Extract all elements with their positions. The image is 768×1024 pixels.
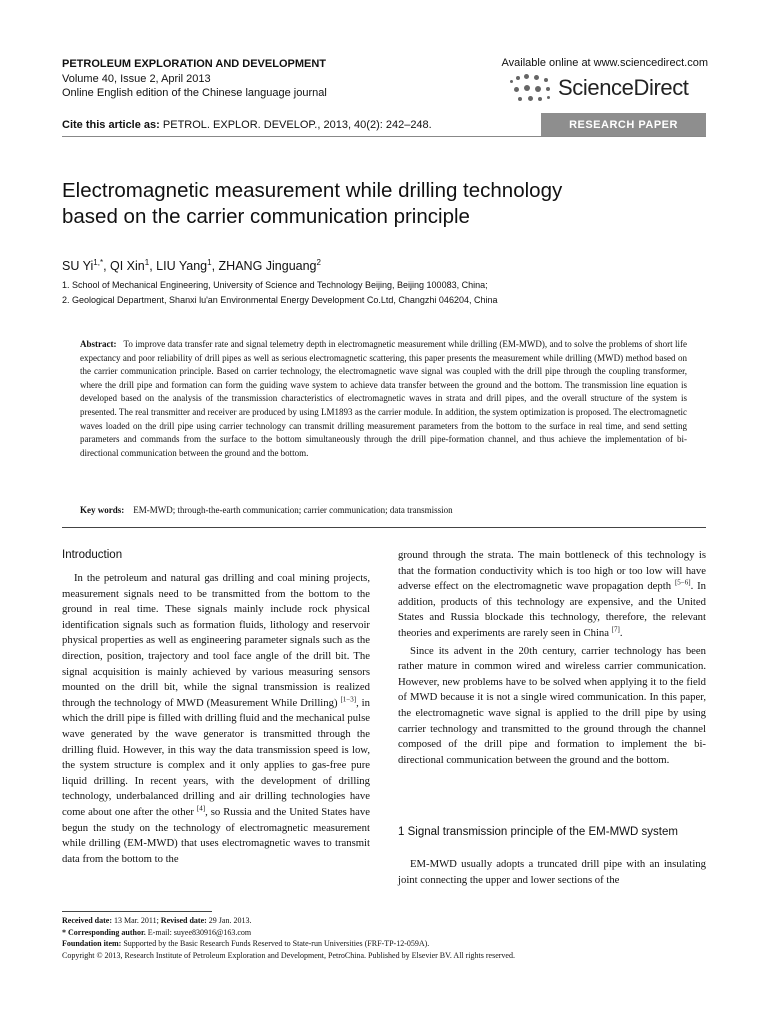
corresponding-label: * Corresponding author. [62, 927, 146, 937]
logo-dot-icon [524, 85, 530, 91]
paragraph-text: , in which the drill pipe is filled with drilling fluid and the mechanical pulse wave generated by the wave generator is transmitted through the drilling fluid. However, in this way the data transmission speed is low, the system structure is complex and it only applies to gas-free pure liquid drilling. In recent years, with the development of drilling technology, underbalanced drilling and air drilling technologies have come about one after the other [62, 696, 370, 818]
keywords-label: Key words: [80, 505, 125, 515]
logo-dot-icon [510, 80, 513, 83]
logo-dot-icon [524, 74, 529, 79]
citation-ref[interactable]: [4] [196, 804, 206, 813]
volume-issue: Volume 40, Issue 2, April 2013 [62, 72, 211, 85]
author-affil-sup: 2 [316, 258, 321, 267]
cite-label: Cite this article as: [62, 119, 160, 131]
received-label: Received date: [62, 916, 112, 925]
paragraph-text: Since its advent in the 20th century, carrier technology has been rather mature in common wired and wireless carrier communication. However, new problems have to be solved when applying it to the field of MWD because it is not a single wired communication. In this paper, the electromagnetic wave signal is applied to the drill pipe by using carrier technology and transmitted to the ground through the channel composed of the drill pipe and formation to implement the bi-directional communication between the ground and the bottom. [398, 644, 706, 766]
publisher-block [486, 57, 708, 100]
sciencedirect-wordmark: ScienceDirect [558, 75, 689, 100]
foundation-value: Supported by the Basic Research Funds Reserved to State-run Universities (FRF-TP-12-059A). [123, 939, 430, 948]
body-column-right-cont [398, 857, 706, 888]
revised-value: 29 Jan. 2013. [208, 916, 252, 925]
header-divider [62, 136, 706, 137]
logo-dot-icon [535, 86, 541, 92]
foundation-label: Foundation item: [62, 939, 122, 948]
body-column-left [62, 571, 370, 867]
author-affil-sup: 1 [207, 258, 212, 267]
author-name: SU Yi [62, 259, 94, 274]
footnote-divider [62, 911, 212, 912]
logo-dot-icon [546, 87, 550, 91]
citation-ref[interactable]: [5−6] [674, 578, 691, 587]
footnotes [62, 915, 712, 961]
abstract-label: Abstract: [80, 339, 117, 349]
logo-dot-icon [514, 87, 519, 92]
footnote-corresponding [62, 927, 712, 939]
copyright-notice: Copyright © 2013, Research Institute of Petroleum Exploration and Development, PetroChina. Published by Elsevier BV. All rights reserved. [62, 950, 515, 960]
logo-dot-icon [538, 97, 542, 101]
paragraph-text: ground through the strata. The main bottleneck of this technology is that the formation conductivity which is too high or too low will have adverse effect on the electromagnetic wave propagation depth [398, 549, 706, 593]
sciencedirect-logo[interactable] [506, 72, 706, 108]
paragraph-text: . [619, 626, 623, 639]
body-column-right [398, 548, 706, 768]
paragraph [398, 857, 706, 888]
article-type-badge: RESEARCH PAPER [541, 113, 706, 137]
author-name: LIU Yang [156, 259, 208, 274]
article-title [62, 178, 712, 230]
abstract-text: To improve data transfer rate and signal telemetry depth in electromagnetic measurement while drilling (EM-MWD), and to solve the problems of short life expectancy and poor reliability of drill pipes as well as serious electromagnetic scattering, this paper presents the measurement while drilling (MWD) method based on the carrier communication principle. Based on carrier technology, the electromagnetic wave signal was coupled with the drill pipe through the coupling transformer, where the drill pipe and formation can form the guiding wave system to achieve data transfer between the ground and the bottom. The transmission line equation is developed based on the analysis of the transmission characteristics of electromagnetic waves in strata and drill pipes, and the overall structure of the system is presented. The real transmitter and receiver are produced by using LM1893 as the carrier module. In addition, the system optimization is proposed. The electromagnetic waves loaded on the drill pipe using carrier technology can transmit drilling measurement parameters from the bottom to the surface in real time, and send setting parameters and commands from the surface to the bottom simultaneously through the drill pipe-formation channel, and thus achieve the implementation of bi-directional communication between the ground and the bottom. [80, 339, 687, 458]
affiliation-1: 1. School of Mechanical Engineering, University of Science and Technology Beijing, Beijing 100083, China; [62, 280, 488, 290]
received-value: 13 Mar. 2011; [113, 916, 159, 925]
abstract [80, 338, 687, 460]
paragraph-text: In the petroleum and natural gas drilling and coal mining projects, measurement signals need to be transmitted from the bottom to the ground in real time. These signals mainly include rock physical identification signals such as formation fluids, lithology and reservoir physical properties as well as engineering parameter signals such as the direction, position, trajectory and tool face angle of the drill bit. The signal acquisition is mainly achieved by various measuring sensors mounted on the drill bit, while the signal transmission is realized through the technology of MWD (Measurement While Drilling) [62, 572, 370, 709]
logo-dot-icon [518, 97, 522, 101]
logo-dot-icon [528, 96, 533, 101]
logo-dot-icon [547, 96, 550, 99]
revised-label: Revised date: [160, 916, 207, 925]
section-heading-introduction: Introduction [62, 549, 123, 561]
keywords-text: EM-MWD; through-the-earth communication; carrier communication; data transmission [133, 505, 453, 515]
footnote-foundation [62, 938, 712, 950]
journal-info [62, 57, 327, 101]
paragraph [398, 548, 706, 642]
edition-note: Online English edition of the Chinese language journal [62, 87, 327, 99]
paragraph-text: . In addition, products of this technology are expensive, and the United States and Russia blockade this technology, therefore, the relevant theories and experiments are rarely seen in China [398, 580, 707, 639]
logo-dot-icon [544, 78, 548, 82]
author-affil-sup: 1,* [93, 258, 104, 267]
citation-ref[interactable]: [1−3] [340, 695, 357, 704]
affiliation-2: 2. Geological Department, Shanxi lu'an Environmental Energy Development Co.Ltd, Changzhi 046204, China [62, 295, 498, 305]
citation-line [62, 119, 432, 131]
section-heading-1: 1 Signal transmission principle of the EM-MWD system [398, 826, 678, 838]
paragraph-text: EM-MWD usually adopts a truncated drill pipe with an insulating joint connecting the upper and lower sections of the [398, 858, 706, 886]
logo-dot-icon [516, 76, 520, 80]
paragraph [62, 571, 370, 867]
logo-dot-icon [534, 75, 539, 80]
author-name: QI Xin [110, 259, 145, 274]
cite-text: PETROL. EXPLOR. DEVELOP., 2013, 40(2): 242–248. [162, 119, 432, 131]
available-online-link[interactable]: Available online at www.sciencedirect.com [501, 57, 708, 69]
title-line-1: Electromagnetic measurement while drilling technology [62, 179, 563, 202]
corresponding-email[interactable]: E-mail: suyee830916@163.com [147, 927, 252, 937]
citation-ref[interactable]: [7] [611, 625, 620, 634]
body-divider [62, 527, 706, 528]
paragraph [398, 644, 706, 769]
author-affil-sup: 1 [144, 258, 150, 267]
author-name: ZHANG Jinguang [218, 259, 317, 274]
footnote-dates [62, 915, 712, 927]
author-list: SU $Yi^{1,*}$, QI Xin$^1$, LIU Yang$^1$, ZHANG Jinguang$^2$ [62, 258, 321, 274]
keywords [80, 505, 687, 515]
journal-name: PETROLEUM EXPLORATION AND DEVELOPMENT [62, 58, 327, 70]
title-line-2: based on the carrier communication principle [62, 205, 470, 228]
paragraph-text: , so Russia and the United States have begun the study on the technology of electromagnetic measurement while drilling (EM-MWD) that uses electromagnetic waves to transmit data from the bottom to the [62, 805, 370, 865]
